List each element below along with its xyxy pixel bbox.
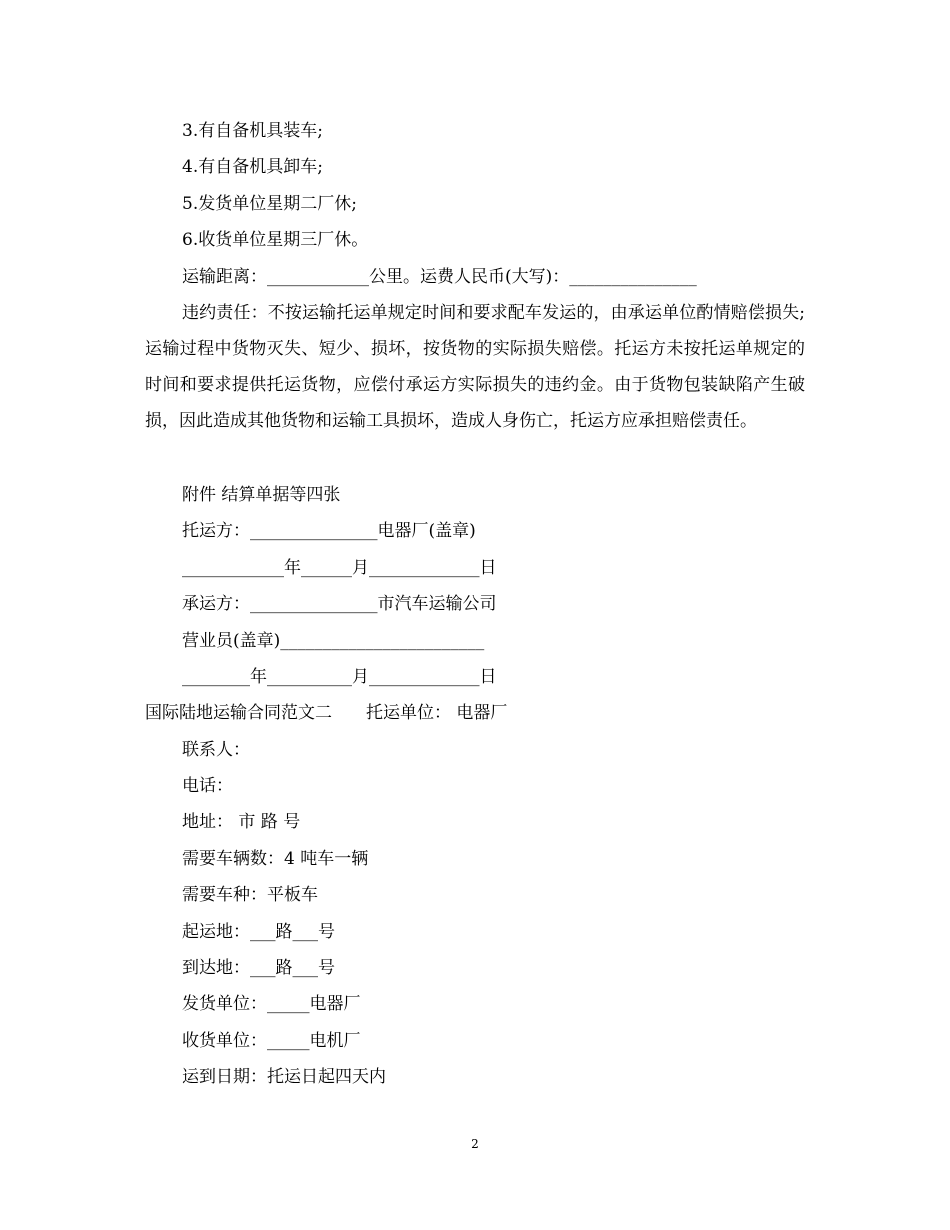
text-line: 需要车辆数：4 吨车一辆 — [182, 849, 369, 869]
text-line: 运到日期：托运日起四天内 — [182, 1067, 386, 1087]
text-line: 营业员(盖章)________________________ — [182, 631, 485, 651]
text-line: 3.有自备机具装车; — [182, 121, 323, 141]
text-line: 承运方：_______________市汽车运输公司 — [182, 594, 497, 614]
page-number: 2 — [471, 1137, 479, 1151]
text-line: 运输距离：____________公里。运费人民币(大写)：_______________ — [182, 267, 697, 287]
text-line: 4.有自备机具卸车; — [182, 157, 323, 177]
text-line: 起运地：___路___号 — [182, 922, 335, 942]
text-line: 6.收货单位星期三厂休。 — [182, 230, 369, 250]
text-line: ________年__________月_____________日 — [182, 667, 497, 687]
text-line: 附件 结算单据等四张 — [182, 485, 341, 505]
text-line: 电话： — [182, 776, 233, 796]
liability-paragraph: 违约责任：不按运输托运单规定时间和要求配车发运的，由承运单位酌情赔偿损失;运输过程中货物灭失、短少、损坏，按货物的实际损失赔偿。托运方未按托运单规定的时间和要求提供托运货物，应偿付承运方实际损失的违约金。由于货物包装缺陷产生破损，因此造成其他货物和运输工具损坏，造成人身伤亡，托运方应承担赔偿责任。 — [145, 303, 805, 431]
text-line: 需要车种：平板车 — [182, 885, 318, 905]
text-line: 发货单位：_____电器厂 — [182, 994, 361, 1014]
text-line: 5.发货单位星期二厂休; — [182, 194, 357, 214]
text-line: ____________年______月_____________日 — [182, 558, 497, 578]
text-line: 到达地：___路___号 — [182, 958, 335, 978]
text-line: 托运方：_______________电器厂(盖章) — [182, 521, 476, 541]
text-line: 联系人： — [182, 740, 250, 760]
section-heading: 国际陆地运输合同范文二 托运单位： 电器厂 — [145, 703, 508, 723]
text-line: 收货单位：_____电机厂 — [182, 1031, 361, 1051]
text-line: 地址： 市 路 号 — [182, 812, 301, 832]
